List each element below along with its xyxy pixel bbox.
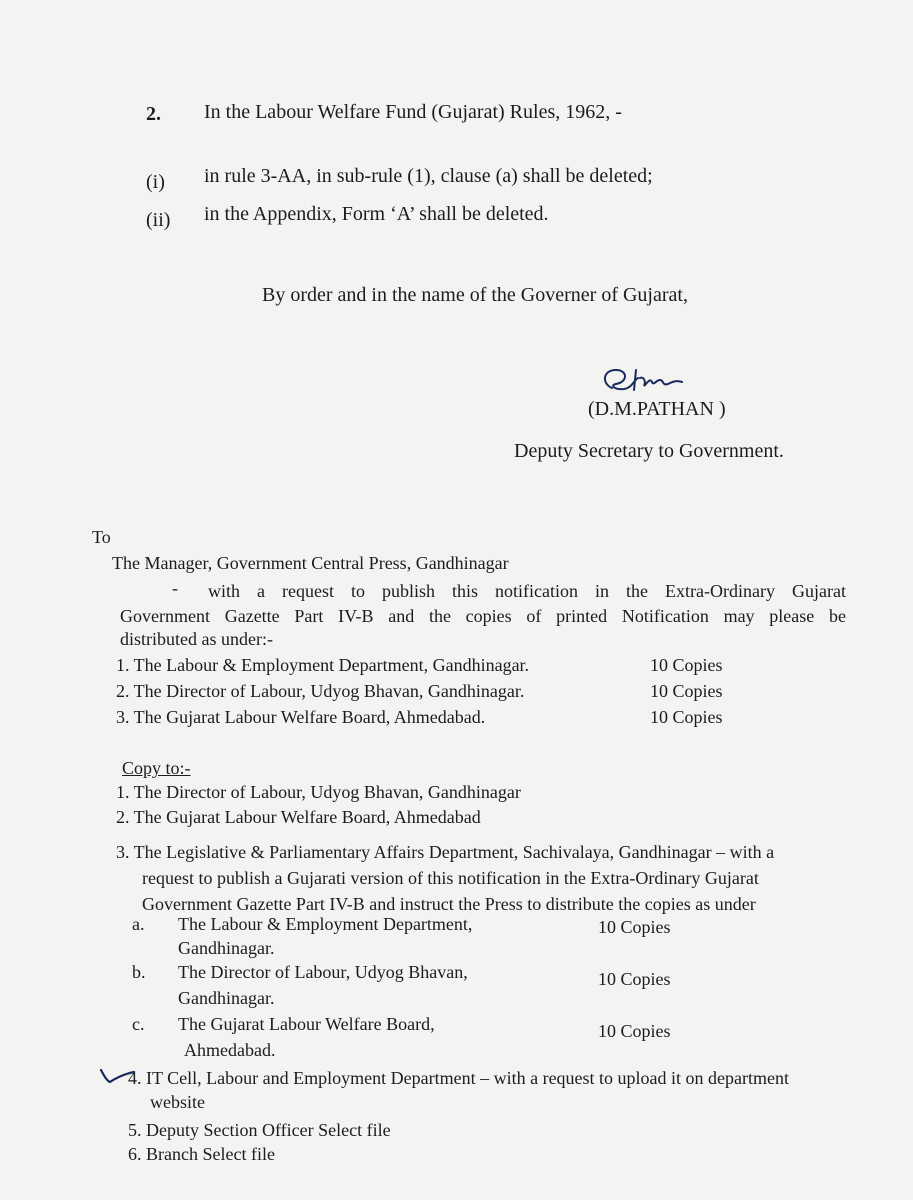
- sub-item-text: The Gujarat Labour Welfare Board,: [178, 1014, 435, 1034]
- to-label: To: [92, 527, 111, 547]
- copy-to-item: website: [150, 1092, 205, 1112]
- clause-text: in rule 3-AA, in sub-rule (1), clause (a) shall be deleted;: [204, 165, 653, 187]
- copy-to-item: 4. IT Cell, Labour and Employment Department – with a request to upload it on department: [128, 1068, 790, 1088]
- sub-item-letter: a.: [132, 914, 145, 934]
- sub-item-text: The Director of Labour, Udyog Bhavan,: [178, 962, 468, 982]
- copy-to-heading: Copy to:-: [122, 758, 191, 778]
- sub-item-text: Gandhinagar.: [178, 938, 275, 958]
- signatory-name: (D.M.PATHAN ): [588, 398, 726, 420]
- sub-item-copies: 10 Copies: [598, 1021, 671, 1041]
- copy-to-item: Government Gazette Part IV-B and instruct the Press to distribute the copies as under: [142, 894, 756, 914]
- distribution-copies: 10 Copies: [650, 655, 723, 675]
- sub-item-letter: b.: [132, 962, 146, 982]
- distribution-copies: 10 Copies: [650, 707, 723, 727]
- sub-item-copies: 10 Copies: [598, 969, 671, 989]
- distribution-item: 3. The Gujarat Labour Welfare Board, Ahmedabad.: [116, 707, 486, 727]
- recipient: The Manager, Government Central Press, Gandhinagar: [112, 553, 509, 573]
- copy-to-item: 5. Deputy Section Officer Select file: [128, 1120, 391, 1140]
- clause-label: (i): [146, 171, 165, 193]
- signatory-designation: Deputy Secretary to Government.: [514, 440, 784, 462]
- sub-item-text: Gandhinagar.: [178, 988, 275, 1008]
- copy-to-item: 3. The Legislative & Parliamentary Affairs Department, Sachivalaya, Gandhinagar – with a: [116, 842, 775, 862]
- order-line: By order and in the name of the Governer of Gujarat,: [262, 284, 688, 306]
- clause-text: in the Appendix, Form ‘A’ shall be deleted.: [204, 203, 549, 225]
- copy-to-item: request to publish a Gujarati version of this notification in the Extra-Ordinary Gujarat: [142, 868, 759, 888]
- clause-label: (ii): [146, 209, 171, 231]
- sub-item-copies: 10 Copies: [598, 917, 671, 937]
- request-dash: -: [172, 578, 178, 598]
- section-heading: In the Labour Welfare Fund (Gujarat) Rules, 1962, -: [204, 101, 622, 123]
- distribution-item: 2. The Director of Labour, Udyog Bhavan, Gandhinagar.: [116, 681, 525, 701]
- signature: [598, 362, 698, 398]
- section-number: 2.: [146, 103, 161, 125]
- request-line: Government Gazette Part IV-B and the copies of printed Notification may please be: [120, 606, 846, 626]
- sub-item-text: Ahmedabad.: [184, 1040, 276, 1060]
- copy-to-item: 2. The Gujarat Labour Welfare Board, Ahmedabad: [116, 807, 481, 827]
- copy-to-item: 1. The Director of Labour, Udyog Bhavan, Gandhinagar: [116, 782, 521, 802]
- sub-item-text: The Labour & Employment Department,: [178, 914, 473, 934]
- distribution-item: 1. The Labour & Employment Department, Gandhinagar.: [116, 655, 530, 675]
- copy-to-item: 6. Branch Select file: [128, 1144, 275, 1164]
- request-line: distributed as under:-: [120, 629, 273, 649]
- request-line: with a request to publish this notification in the Extra-Ordinary Gujarat: [208, 581, 846, 601]
- sub-item-letter: c.: [132, 1014, 145, 1034]
- distribution-copies: 10 Copies: [650, 681, 723, 701]
